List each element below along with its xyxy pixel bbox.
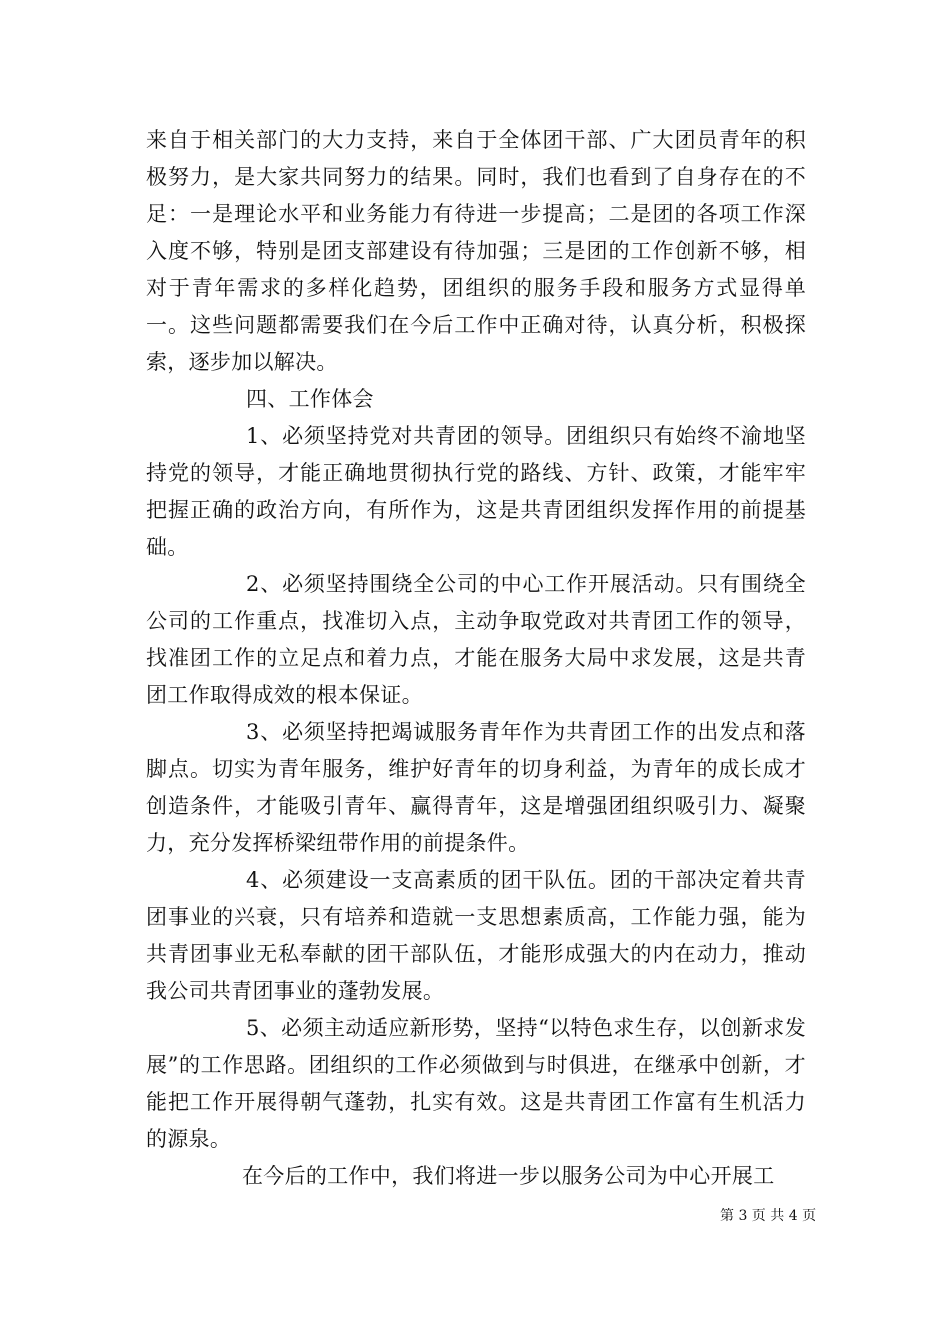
page-number-footer: 第 3 页 共 4 页	[720, 1208, 817, 1224]
paragraph-intro: 来自于相关部门的大力支持，来自于全体团干部、广大团员青年的积极努力，是大家共同努力的结果。同时，我们也看到了自身存在的不足：一是理论水平和业务能力有待进一步提高；二是团的各项工作深入度不够，特别是团支部建设有待加强；三是团的工作创新不够，相对于青年需求的多样化趋势，团组织的服务手段和服务方式显得单一。这些问题都需要我们在今后工作中正确对待，认真分析，积极探索，逐步加以解决。	[146, 128, 806, 374]
section-heading: 四、工作体会	[246, 387, 374, 411]
paragraph-point-1: 1、必须坚持党对共青团的领导。团组织只有始终不渝地坚持党的领导，才能正确地贯彻执行党的路线、方针、政策，才能牢牢把握正确的政治方向，有所作为，这是共青团组织发挥作用的前提基础。	[146, 424, 806, 559]
paragraph-closing: 在今后的工作中，我们将进一步以服务公司为中心开展工	[242, 1164, 775, 1188]
document-body	[146, 122, 806, 1195]
paragraph-point-5: 5、必须主动适应新形势，坚持“以特色求生存，以创新求发展”的工作思路。团组织的工作必须做到与时俱进，在继承中创新，才能把工作开展得朝气蓬勃，扎实有效。这是共青团工作富有生机活力的源泉。	[146, 1016, 806, 1151]
paragraph-point-3: 3、必须坚持把竭诚服务青年作为共青团工作的出发点和落脚点。切实为青年服务，维护好青年的切身利益，为青年的成长成才创造条件，才能吸引青年、赢得青年，这是增强团组织吸引力、凝聚力，充分发挥桥梁纽带作用的前提条件。	[146, 720, 806, 855]
paragraph-point-4: 4、必须建设一支高素质的团干队伍。团的干部决定着共青团事业的兴衰，只有培养和造就一支思想素质高，工作能力强，能为共青团事业无私奉献的团干部队伍，才能形成强大的内在动力，推动我公司共青团事业的蓬勃发展。	[146, 868, 806, 1003]
paragraph-point-2: 2、必须坚持围绕全公司的中心工作开展活动。只有围绕全公司的工作重点，找准切入点，主动争取党政对共青团工作的领导，找准团工作的立足点和着力点，才能在服务大局中求发展，这是共青团工作取得成效的根本保证。	[146, 572, 806, 707]
